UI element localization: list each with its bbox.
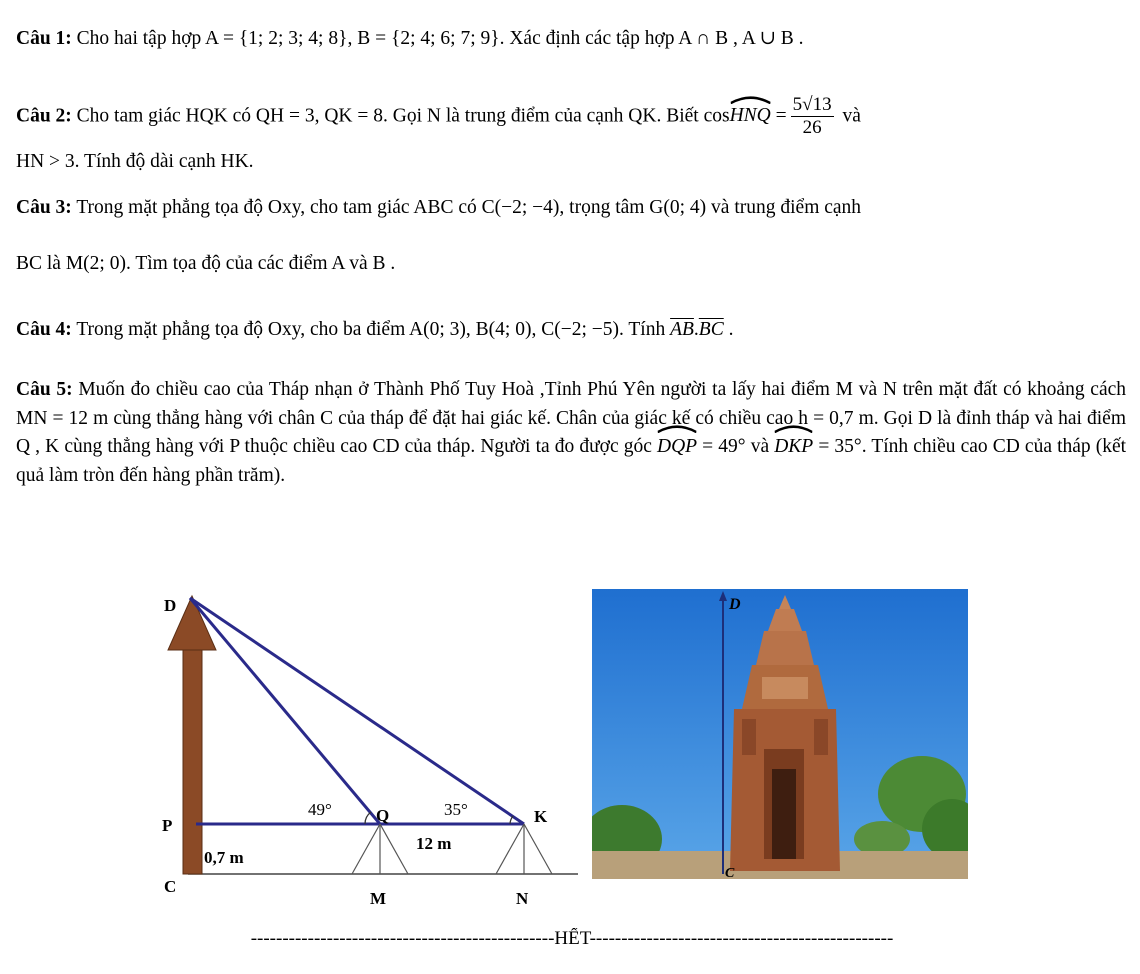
q5-angle-dkp: DKP: [774, 433, 813, 462]
label-height: 0,7 m: [204, 848, 244, 867]
q1-text: Cho hai tập hợp A = {1; 2; 3; 4; 8}, B = {2; 4; 6; 7; 9}. Xác định các tập hợp A ∩ B , A ∪ B .: [76, 28, 804, 49]
label-angle-q: 49°: [308, 800, 332, 819]
footer-text: HẾT: [554, 928, 590, 949]
question-1: [16, 27, 1126, 50]
q3-line1: Trong mặt phẳng tọa độ Oxy, cho tam giác ABC có C(−2; −4), trọng tâm G(0; 4) và trung điểm cạnh: [76, 197, 862, 218]
tower-diagram: [158, 586, 582, 916]
q5-angle-dqp: DQP: [657, 433, 697, 462]
label-q: Q: [376, 806, 390, 825]
q2-label: Câu 2:: [16, 105, 72, 127]
q4-text: Trong mặt phẳng tọa độ Oxy, cho ba điểm A(0; 3), B(4; 0), C(−2; −5). Tính: [76, 319, 666, 340]
label-c: C: [164, 877, 177, 896]
q4-label: Câu 4:: [16, 319, 72, 340]
photo-label-d: D: [729, 596, 741, 613]
question-4: Câu 4: Trong mặt phẳng tọa độ Oxy, cho ba điểm A(0; 3), B(4; 0), C(−2; −5). Tính $\overline{AB}.\overline{BC}$ .: [16, 319, 734, 340]
tripod-n: [496, 824, 552, 874]
q5-label: Câu 5:: [16, 379, 73, 400]
label-k: K: [534, 807, 548, 826]
question-3-line2: [16, 252, 1126, 275]
sight-line-q: [190, 598, 380, 824]
question-5: [16, 376, 1126, 490]
q3-line2: BC là M(2; 0). Tìm tọa độ của các điểm A và B .: [16, 253, 396, 274]
photo-label-c: C: [725, 866, 735, 879]
sight-line-k: [190, 598, 524, 824]
tower-shaft: [183, 648, 202, 874]
q5-text-a: Muốn đo chiều cao của Tháp nhạn ở Thành Phố Tuy Hoà ,Tỉnh Phú Yên người ta lấy hai điểm M và N trên mặt đất có khoảng cách MN = 12 m cùng thẳng hàng với chân C của tháp để đặt hai giác kế. Chân của giác kế có chiều cao h = 0,7 m. Gọi D là đỉnh tháp và hai điểm Q , K cùng thẳng hàng với P thuộc chiều cao CD của tháp. Người ta đo được góc: [16, 379, 1127, 457]
question-3: [16, 196, 1126, 219]
q4-vector-bc: $\overline{BC}$: [698, 319, 724, 340]
label-n: N: [516, 889, 529, 908]
q3-label: Câu 3:: [16, 197, 72, 218]
label-distance: 12 m: [416, 834, 452, 853]
question-2: Câu 2: Cho tam giác HQK có QH = 3, QK = 8. Gọi N là trung điểm của cạnh QK. Biết cos HNQ = $\frac{5√13}{26}$ và: [16, 94, 861, 138]
q1-label: Câu 1:: [16, 28, 72, 49]
q4-vector-ab: $\overline{AB}$: [670, 319, 694, 340]
tripod-m: [352, 824, 408, 874]
q2-fraction: $\frac{5√13}{26}$: [792, 94, 832, 138]
q2-part2: HN > 3. Tính độ dài cạnh HK.: [16, 151, 254, 172]
q5-and: và: [750, 436, 770, 457]
footer-end: ------------------------------------------------HẾT------------------------------------------------: [250, 928, 894, 949]
q2-part1: Cho tam giác HQK có QH = 3, QK = 8. Gọi N là trung điểm của cạnh QK. Biết cos: [76, 105, 730, 127]
q2-angle: HNQ: [730, 104, 771, 127]
q5-eq1: = 49°: [702, 436, 746, 457]
label-d: D: [164, 596, 177, 615]
q2-tail: và: [842, 105, 861, 127]
question-2-line2: [16, 150, 1126, 173]
label-angle-k: 35°: [444, 800, 468, 819]
label-p: P: [162, 816, 173, 835]
label-m: M: [370, 889, 387, 908]
q5-eq2: = 35°. Tính chiều cao CD của tháp (kết quả làm tròn đến hàng phần trăm).: [16, 436, 1127, 486]
tower-photo: [592, 589, 968, 879]
